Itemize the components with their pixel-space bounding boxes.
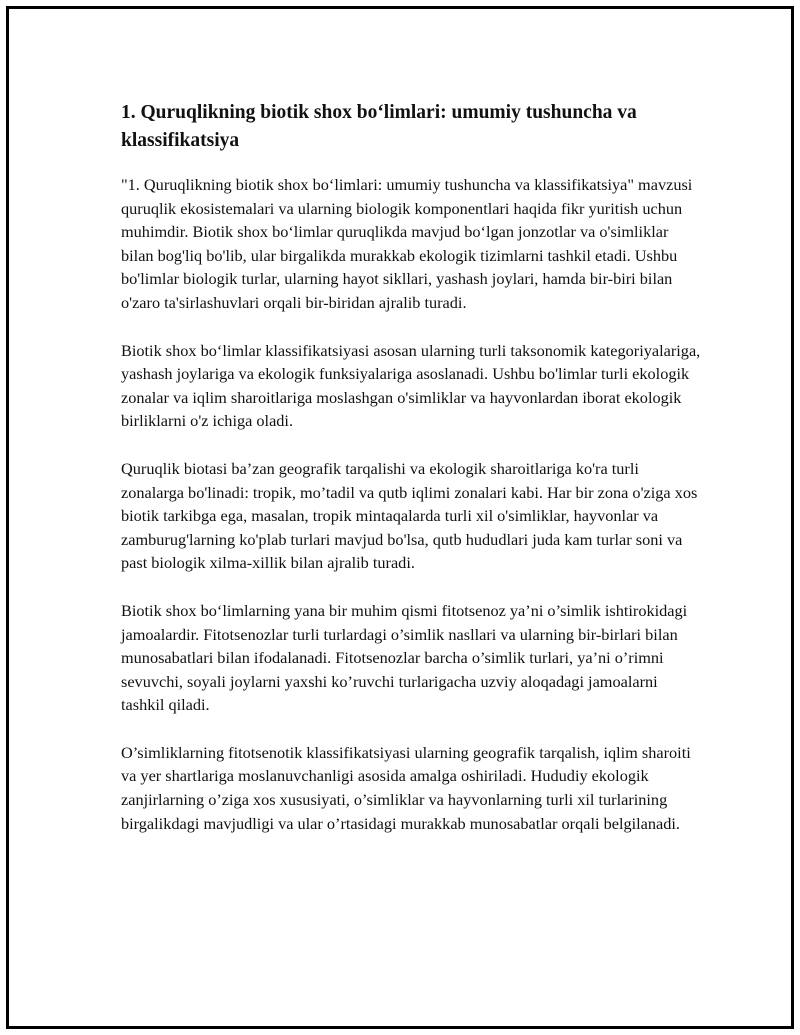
document-title: 1. Quruqlikning biotik shox bo‘limlari: umumiy tushuncha va klassifikatsiya (121, 102, 637, 151)
page-border (6, 6, 794, 1029)
paragraph-intro: "1. Quruqlikning biotik shox bo‘limlari: umumiy tushuncha va klassifikatsiya" mavzusi quruqlik ekosistemalari va ularning biologik komponentlari haqida fikr yuritish uchun muhimdir. Biotik shox bo‘limlar quruqlikda mavjud bo‘lgan jonzotlar va o'simliklar bilan bog'liq bo'lib, ular birgalikda murakkab ekologik tizimlarni tashkil etadi. Ushbu bo'limlar biologik turlar, ularning hayot sikllari, yashash joylari, hamda bir-biri bilan o'zaro ta'sirlashuvlari orqali bir-biridan ajralib turadi. (121, 175, 693, 312)
paragraph-zones: Quruqlik biotasi ba’zan geografik tarqalishi va ekologik sharoitlariga ko'ra turli zonalarga bo'linadi: tropik, mo’tadil va qutb iqlimi zonalari kabi. Har bir zona o'ziga xos biotik tarkibga ega, masalan, tropik mintaqalarda turli xil o'simliklar, hayvonlar va zamburug'larning ko'plab turlari mavjud bo'lsa, qutb hududlari juda kam turlar soni va past biologik xilma-xillik bilan ajralib turadi. (121, 458, 698, 573)
paragraph-phytocenosis: Biotik shox bo‘limlarning yana bir muhim qismi fitotsenoz ya’ni o’simlik ishtirokidagi jamoalardir. Fitotsenozlar turli turlardagi o’simlik nasllari va ularning bir-birlari bilan munosabatlari bilan ifodalanadi. Fitotsenozlar barcha o’simlik turlari, ya’ni o’rimni sevuvchi, soyali joylarni yaxshi ko’ruvchi turlarigacha uzviy aloqadagi jamoalarni tashkil qiladi. (121, 600, 688, 715)
paragraph-phytocenotic-classification: O’simliklarning fitotsenotik klassifikatsiyasi ularning geografik tarqalish, iqlim sharoiti va yer shartlariga moslanuvchanligi asosida amalga oshiriladi. Hududiy ekologik zanjirlarning o’ziga xos xususiyati, o’simliklar va hayvonlarning turli xil turlarining birgalikdagi mavjudligi va ular o’rtasidagi murakkab munosabatlar orqali belgilanadi. (121, 742, 691, 833)
paragraph-classification: Biotik shox bo‘limlar klassifikatsiyasi asosan ularning turli taksonomik kategoriyalariga, yashash joylariga va ekologik funksiyalariga asoslanadi. Ushbu bo'limlar turli ekologik zonalar va iqlim sharoitlariga moslashgan o'simliklar va hayvonlardan iborat ekologik birliklarni o'z ichiga oladi. (121, 340, 701, 431)
document-body (121, 99, 701, 859)
